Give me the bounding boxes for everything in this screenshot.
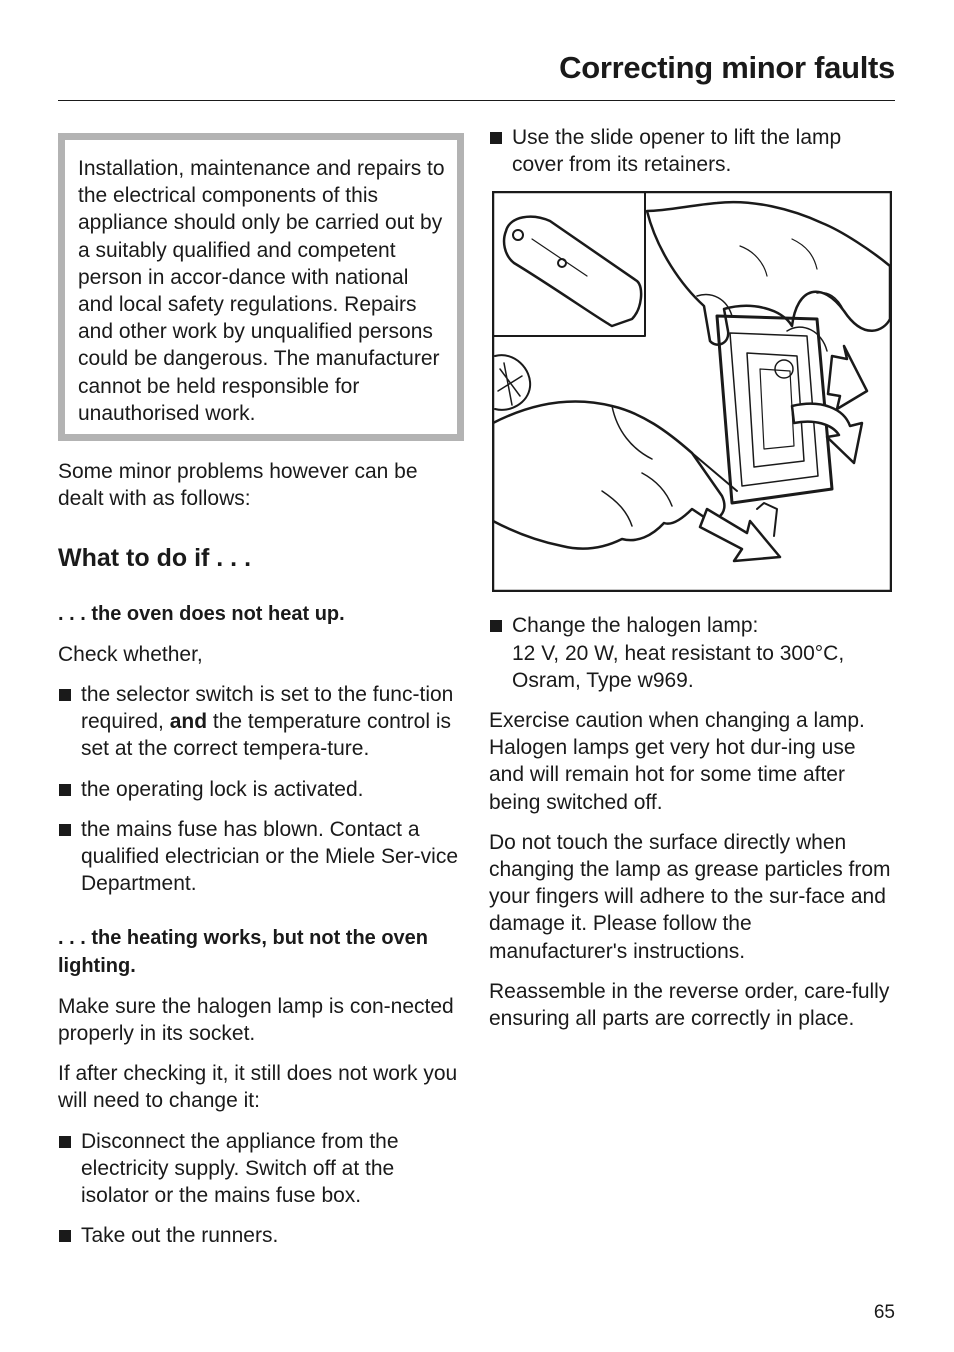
list-item-text: Use the slide opener to lift the lamp cover from its retainers. [512,126,842,177]
no-heat-checklist [58,681,464,897]
change-halogen-step [489,612,895,694]
square-bullet-icon [59,824,71,836]
list-item-text: the selector switch is set to the func-tion required, [81,683,454,734]
section-heading: What to do if . . . [58,544,252,573]
lamp-spec-text: 12 V, 20 W, heat resistant to 300°C, Osram, Type w969. [512,641,845,692]
page-number: 65 [873,1302,895,1323]
list-item [58,816,464,898]
square-bullet-icon [59,784,71,796]
square-bullet-icon [59,1230,71,1242]
intro-text: Some minor problems however can be dealt with as follows: [58,460,418,511]
title-rule [58,100,895,101]
list-item-text: Change the halogen lamp: [512,614,759,638]
warning-text: Installation, maintenance and repairs to the electrical components of this appliance should only be carried out by a suitably qualified and competent person in accor-dance with national and local safety regulations. Repairs and other work by unqualified persons could be dangerous. The manufacturer cannot be held responsible for unauthorised work. [78,157,445,425]
left-column [58,133,464,1263]
list-item-text: the temperature control is set at the correct tempera-ture. [81,710,452,761]
list-item [58,1128,464,1210]
change-lamp-text: If after checking it, it still does not work you will need to change it: [58,1062,458,1113]
list-item [58,681,464,763]
list-item [489,612,895,694]
case-no-heat-heading: . . . the oven does not heat up. [58,602,345,625]
no-touch-text: Do not touch the surface directly when changing the lamp as grease particles from your fingers will adhere to the sur-face and damage it. Please follow the manufacturer's instructions. [489,830,891,963]
check-whether-text: Check whether, [58,642,203,666]
list-item [489,124,895,178]
list-item-text: Disconnect the appliance from the electricity supply. Switch off at the isolator or the mains fuse box. [81,1129,399,1208]
socket-check-text: Make sure the halogen lamp is con-nected properly in its socket. [58,994,454,1046]
square-bullet-icon [59,689,71,701]
list-item-text: the operating lock is activated. [81,777,364,801]
lamp-cover-removal-illustration [492,191,892,592]
list-item-text: the mains fuse has blown. Contact a qualified electrician or the Miele Ser-vice Department. [81,817,459,896]
emphasis-text: and [169,710,208,734]
list-item [58,776,464,803]
right-column [489,124,895,1045]
square-bullet-icon [490,620,502,632]
change-lamp-steps [58,1128,464,1250]
square-bullet-icon [59,1136,71,1148]
caution-text: Exercise caution when changing a lamp. Halogen lamps get very hot dur-ing use and will remain hot for some time after being switched off. [489,709,865,814]
list-item [58,1222,464,1249]
warning-box [58,133,464,441]
square-bullet-icon [490,132,502,144]
reassemble-text: Reassemble in the reverse order, care-fully ensuring all parts are correctly in place. [489,979,890,1031]
page-title: Correcting minor faults [559,50,895,85]
list-item-text: Take out the runners. [81,1224,279,1248]
slide-opener-step [489,124,895,178]
case-no-light-heading: . . . the heating works, but not the oven lighting. [58,927,429,977]
